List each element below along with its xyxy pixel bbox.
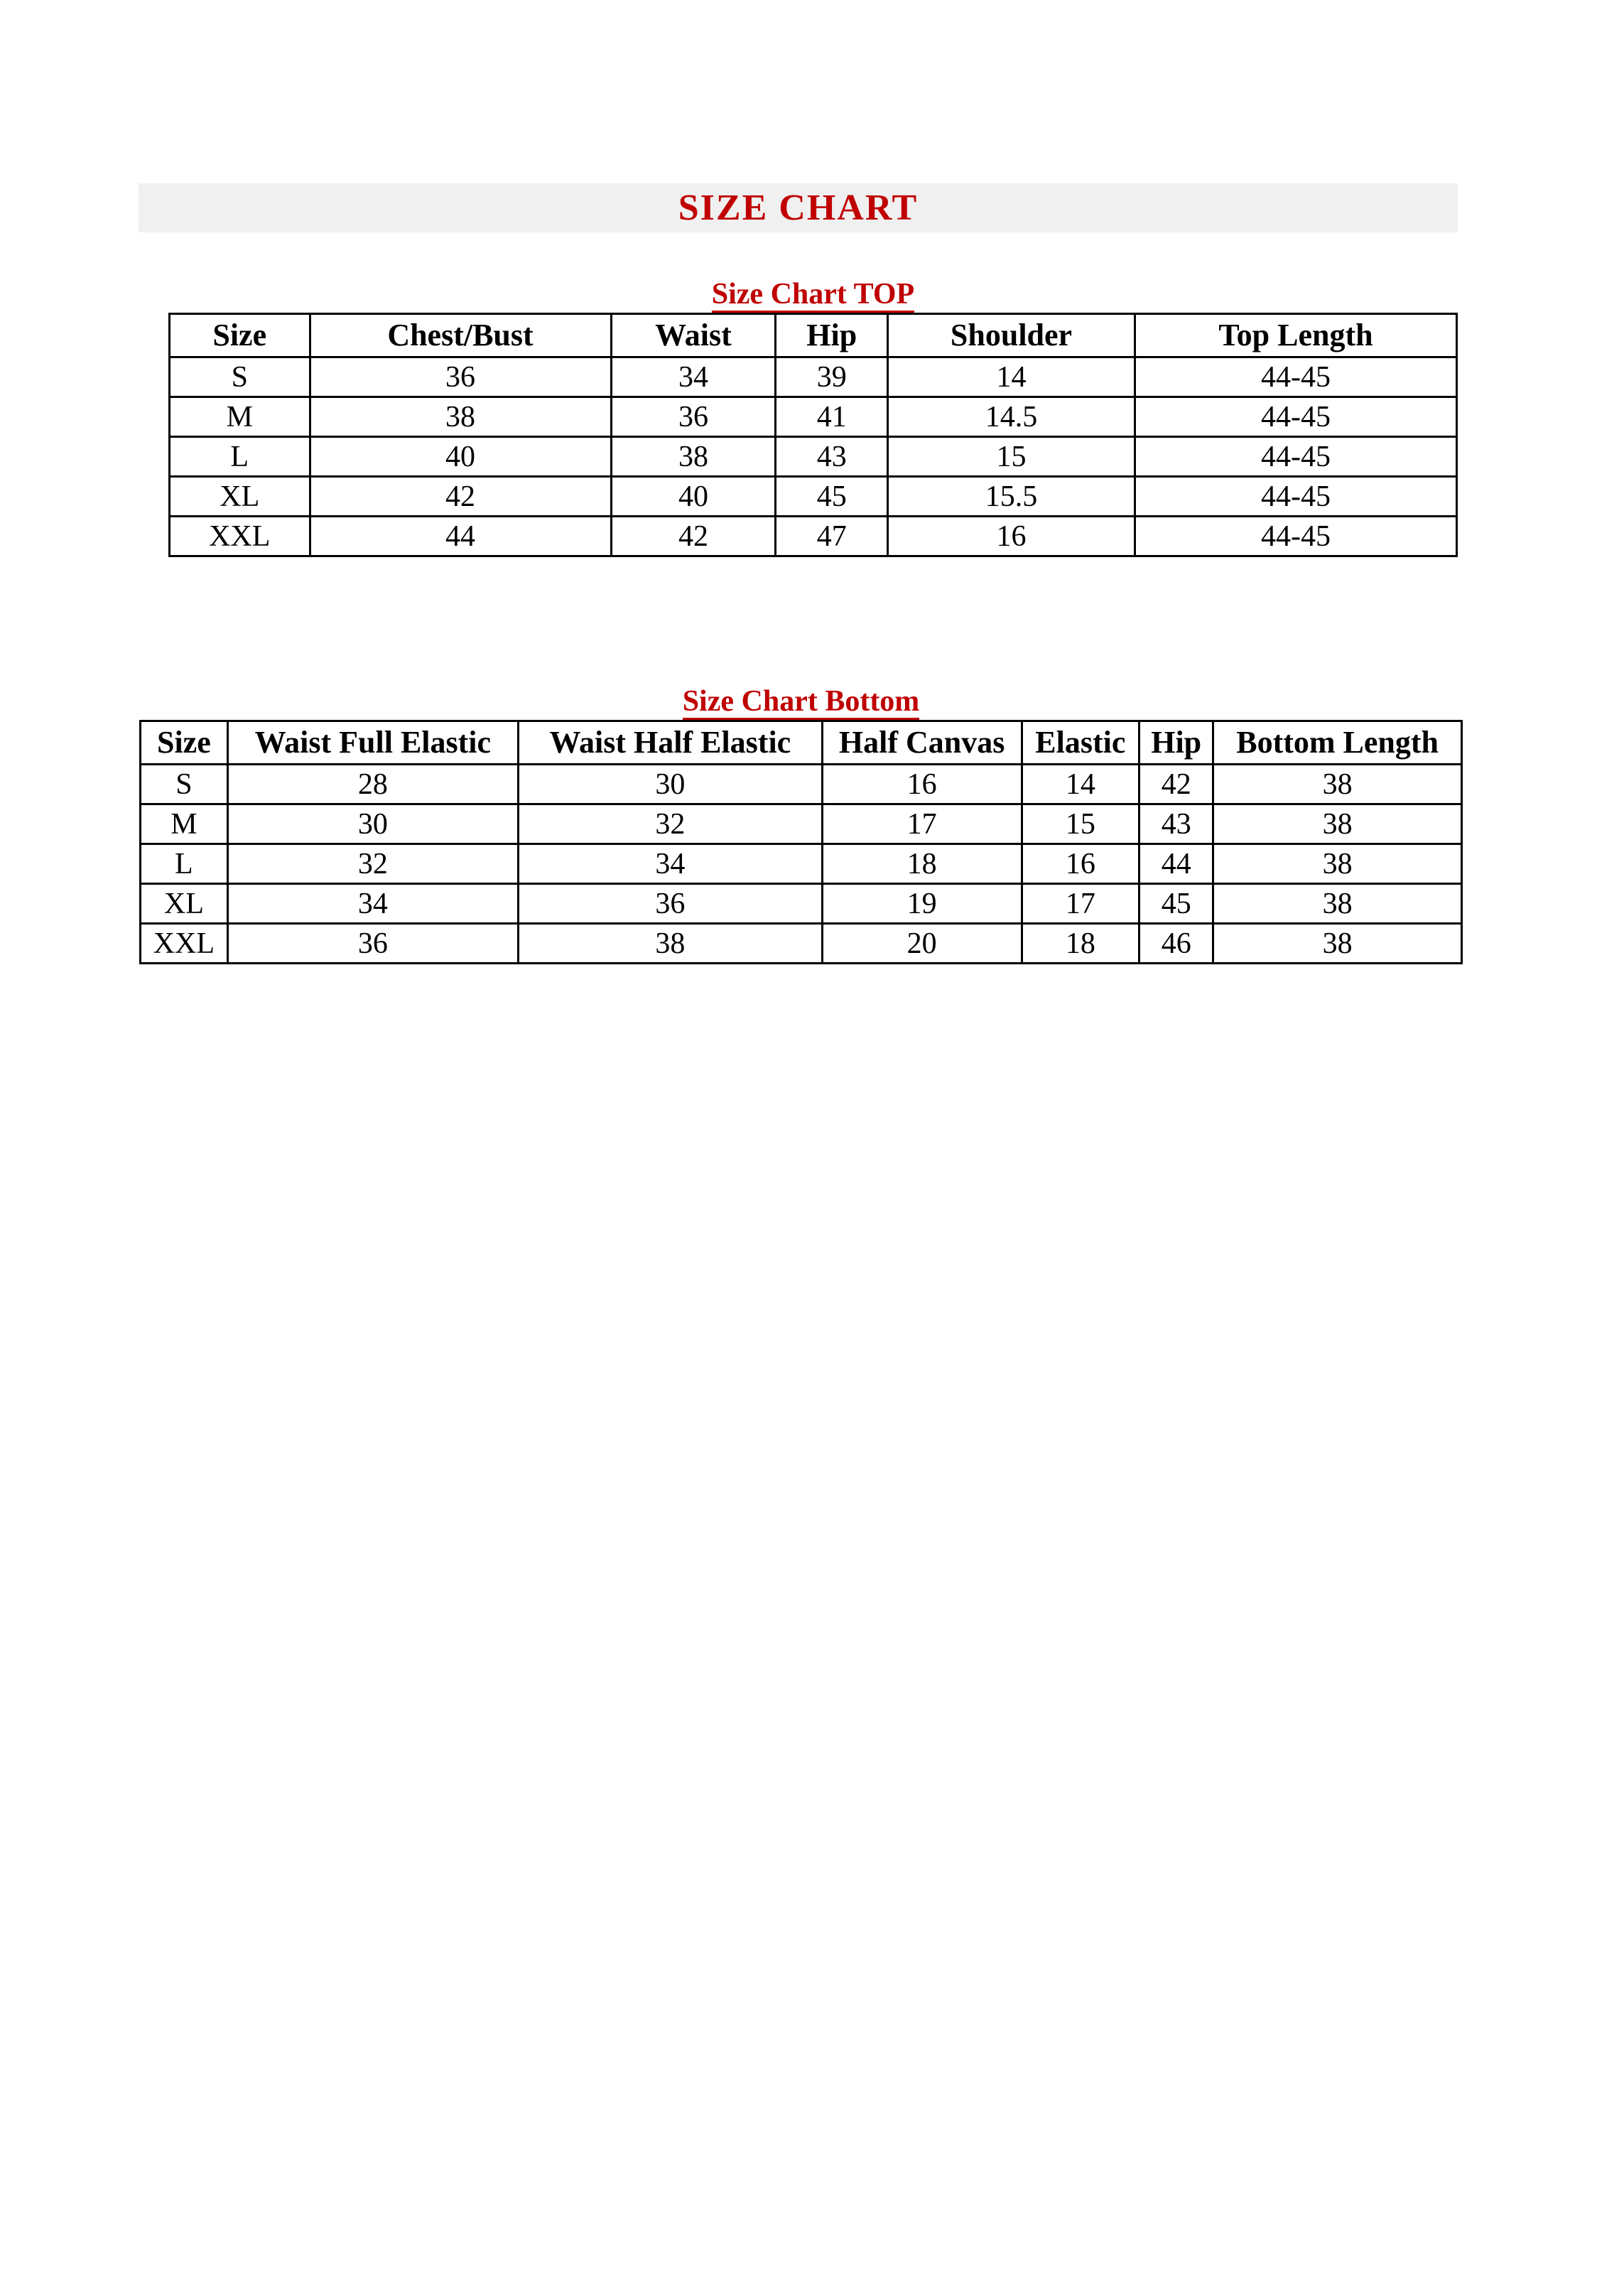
table-cell: 44-45 (1135, 477, 1456, 517)
table-cell: 42 (611, 517, 776, 556)
table-row (170, 357, 1457, 397)
table-row (170, 517, 1457, 556)
table-cell: XL (170, 477, 310, 517)
table-cell: S (170, 357, 310, 397)
table-cell: 16 (1022, 844, 1139, 884)
table-cell: 43 (776, 437, 888, 477)
table-cell: 34 (611, 357, 776, 397)
table-cell: 40 (310, 437, 611, 477)
table-cell: L (170, 437, 310, 477)
column-header: Size (141, 721, 228, 765)
table-cell: 36 (611, 397, 776, 437)
table-cell: XL (141, 884, 228, 924)
table-cell: 39 (776, 357, 888, 397)
column-header: Shoulder (888, 314, 1135, 357)
header-row (141, 721, 1462, 765)
table-row (141, 804, 1462, 844)
column-header: Hip (776, 314, 888, 357)
table-cell: XXL (170, 517, 310, 556)
page-title: SIZE CHART (678, 187, 919, 228)
table-cell: 45 (776, 477, 888, 517)
section-heading-bottom (139, 686, 1463, 721)
table-cell: 44 (310, 517, 611, 556)
table-cell: 44-45 (1135, 357, 1456, 397)
title-bar (139, 183, 1458, 232)
table-cell: 44-45 (1135, 517, 1456, 556)
table-cell: 38 (1213, 924, 1462, 964)
table-cell: 15.5 (888, 477, 1135, 517)
table-cell: 16 (888, 517, 1135, 556)
table-row (141, 924, 1462, 964)
table-cell: 30 (227, 804, 518, 844)
table-cell: 46 (1139, 924, 1213, 964)
table-cell: 16 (822, 765, 1022, 804)
table-cell: 42 (310, 477, 611, 517)
size-chart-top-heading: Size Chart TOP (712, 279, 914, 314)
table-cell: 42 (1139, 765, 1213, 804)
table-cell: 36 (227, 924, 518, 964)
table-row (141, 765, 1462, 804)
header-row (170, 314, 1457, 357)
table-row (141, 884, 1462, 924)
table-cell: 38 (1213, 844, 1462, 884)
table-cell: 18 (822, 844, 1022, 884)
table-cell: M (141, 804, 228, 844)
column-header: Chest/Bust (310, 314, 611, 357)
table-row (170, 437, 1457, 477)
column-header: Size (170, 314, 310, 357)
table-cell: 44-45 (1135, 437, 1456, 477)
table-cell: M (170, 397, 310, 437)
table-cell: 36 (518, 884, 822, 924)
column-header: Elastic (1022, 721, 1139, 765)
table-row (170, 397, 1457, 437)
table-cell: 18 (1022, 924, 1139, 964)
table-cell: 47 (776, 517, 888, 556)
table-cell: 38 (1213, 804, 1462, 844)
size-chart-top-table (168, 313, 1458, 557)
table-cell: 40 (611, 477, 776, 517)
table-cell: 17 (822, 804, 1022, 844)
table-cell: 43 (1139, 804, 1213, 844)
table-cell: 30 (518, 765, 822, 804)
size-chart-bottom-heading: Size Chart Bottom (683, 686, 920, 721)
table-cell: 17 (1022, 884, 1139, 924)
table-cell: 32 (518, 804, 822, 844)
table-cell: 32 (227, 844, 518, 884)
column-header: Bottom Length (1213, 721, 1462, 765)
table-cell: L (141, 844, 228, 884)
column-header: Hip (1139, 721, 1213, 765)
size-chart-bottom-table (139, 720, 1463, 964)
table-cell: 34 (227, 884, 518, 924)
table-cell: 28 (227, 765, 518, 804)
table-cell: 14 (888, 357, 1135, 397)
table-cell: 20 (822, 924, 1022, 964)
table-cell: 44-45 (1135, 397, 1456, 437)
table-cell: 45 (1139, 884, 1213, 924)
table-cell: 38 (1213, 884, 1462, 924)
column-header: Top Length (1135, 314, 1456, 357)
table-cell: 14 (1022, 765, 1139, 804)
table-cell: 38 (1213, 765, 1462, 804)
column-header: Half Canvas (822, 721, 1022, 765)
table-cell: 36 (310, 357, 611, 397)
table-cell: 14.5 (888, 397, 1135, 437)
column-header: Waist Half Elastic (518, 721, 822, 765)
table-row (141, 844, 1462, 884)
table-cell: 19 (822, 884, 1022, 924)
table-cell: 38 (518, 924, 822, 964)
table-cell: 38 (310, 397, 611, 437)
table-cell: 38 (611, 437, 776, 477)
column-header: Waist (611, 314, 776, 357)
table-cell: 44 (1139, 844, 1213, 884)
table-cell: XXL (141, 924, 228, 964)
section-heading-top (168, 279, 1458, 314)
table-cell: S (141, 765, 228, 804)
column-header: Waist Full Elastic (227, 721, 518, 765)
table-cell: 41 (776, 397, 888, 437)
table-cell: 15 (1022, 804, 1139, 844)
table-cell: 15 (888, 437, 1135, 477)
table-cell: 34 (518, 844, 822, 884)
table-row (170, 477, 1457, 517)
